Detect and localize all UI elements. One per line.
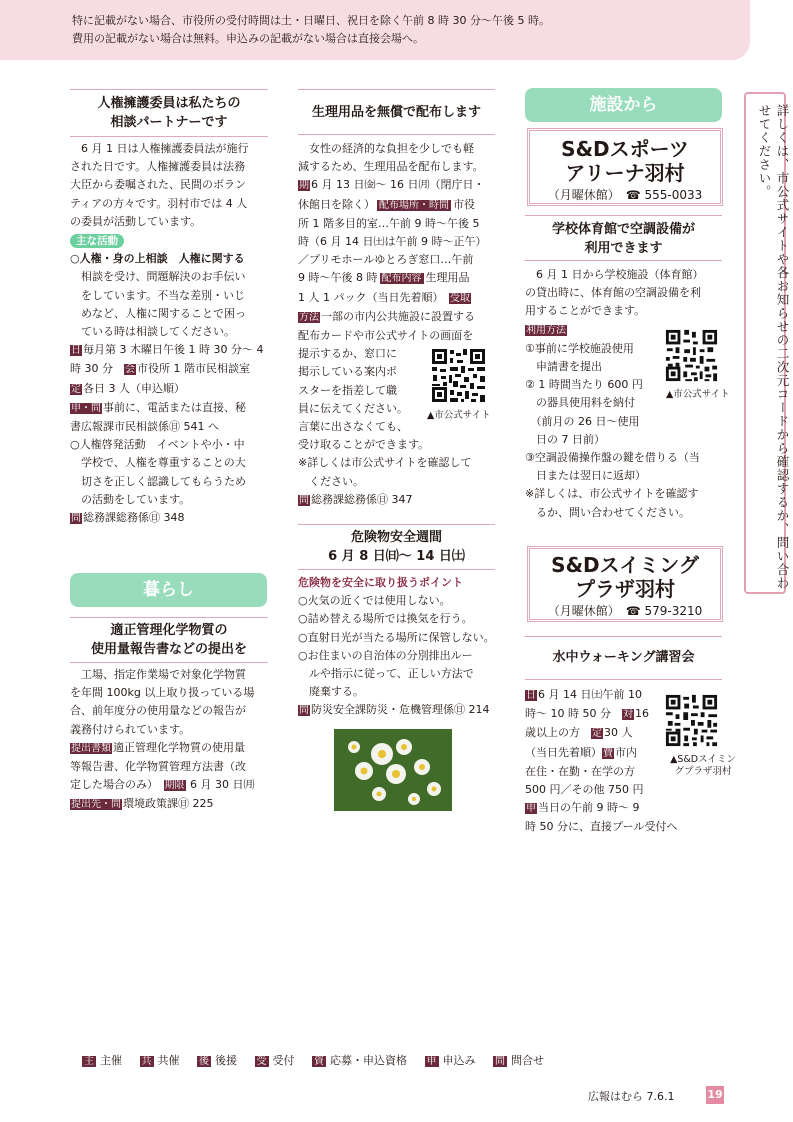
capacity-tag: 定 bbox=[592, 728, 602, 740]
article-body: 6 月 1 日は人権擁護委員法が施行 された日です。人権擁護委員は法務 大臣から委嘱された、民間のボラン ティアの方々です。羽村市では 4 人 の委員が活動しています。 主な活動 ○人権・身の上相談 人権に関する 相談を受け、問題解決のお手伝い をしています。不当な差別・いじ めなど、人権に関することで困っ ている時は相談してください。 日 毎月第 3 木曜日午後 1 時 30 分〜 4 時 30 分 会 市役所 1 階市民相談室 定 各日 3 人（申込順） 申・問 事前に、電話または直接、秘 書広報課市民相談係㊐ 541 へ ○人権啓発活動 イベントや小・中 学校で、人権を尊重することの大 切さを正しく認識してもらうため の活動をしています。 問 総務課総務係㊐ 348 bbox=[70, 142, 264, 525]
facility-box-swimming-plaza: S&Dスイミング プラザ羽村 （月曜休館） ☎ 579-3210 bbox=[527, 546, 723, 622]
apply-tag: 申 bbox=[526, 803, 536, 815]
article-title: 適正管理化学物質の 使用量報告書などの提出を bbox=[90, 623, 247, 657]
article-body: 日 6 月 14 日㈯午前 10 時〜 10 時 50 分 対 16 歳以上の方 定 30 人 （当日先着順）費 市内 在住・在勤・在学の方 500 円／その他 750 円 申 当日の午前 9 時〜 9 時 50 分に、直接プール受付へ bbox=[525, 688, 678, 834]
qr-caption: ▲S&Dスイミン グプラザ羽村 bbox=[670, 754, 736, 777]
divider bbox=[298, 524, 495, 525]
facility-box-sports-arena: S&Dスポーツ アリーナ羽村 （月曜休館） ☎ 555-0033 bbox=[527, 128, 723, 206]
capacity-tag: 定 bbox=[71, 383, 81, 395]
article-title: 水中ウォーキング講習会 bbox=[552, 650, 695, 665]
usage-tag: 利用方法 bbox=[526, 324, 566, 336]
notice-line-2: 費用の記載がない場合は無料。申込みの記載がない場合は直接会場へ。 bbox=[72, 32, 424, 45]
content-tag: 配布内容 bbox=[381, 273, 422, 285]
activities-label: 主な活動 bbox=[70, 234, 124, 248]
submit-tag: 提出先・問 bbox=[71, 799, 121, 811]
divider bbox=[525, 215, 722, 216]
article-body: 危険物を安全に取り扱うポイント ○火気の近くでは使用しない。 ○詰め替える場所では換気を行う。 ○直射日光が当たる場所に保管しない。 ○お住まいの自治体の分別排出ルー ルや指示に従って、正しい方法で 廃棄する。 問 防災安全課防災・危機管理係㊐ 214 bbox=[298, 574, 498, 721]
target-tag: 対 bbox=[622, 709, 633, 721]
article-body: 工場、指定作業場で対象化学物質 を年間 100kg 以上取り扱っている場 合、前年度分の使用量などの報告が 義務付けられています。 提出書類 適正管理化学物質の使用量 等報告書、化学物質管理方法書（改 定した場合のみ） 期限 6 月 30 日㈪ 提出先・問 環境政策課㊐ 225 bbox=[70, 668, 255, 811]
safety-subheading: 危険物を安全に取り扱うポイント bbox=[298, 576, 463, 589]
receive-tag: 受取 bbox=[450, 292, 470, 304]
divider bbox=[525, 260, 722, 261]
divider bbox=[298, 134, 495, 135]
inquiry-tag: 問 bbox=[71, 513, 81, 525]
flower-photo bbox=[334, 729, 452, 811]
article-title: 人権擁護委員は私たちの 相談パートナーです bbox=[97, 96, 241, 130]
divider bbox=[298, 569, 495, 570]
qr-code-swimming-plaza[interactable] bbox=[664, 693, 719, 748]
notice-banner bbox=[0, 0, 750, 60]
venue-tag: 会 bbox=[125, 364, 135, 376]
divider bbox=[70, 617, 268, 618]
page-number: 19 bbox=[706, 1086, 724, 1104]
qr-code-city-site[interactable] bbox=[664, 328, 719, 383]
section-header-facilities: 施設から bbox=[525, 88, 722, 122]
article-body: 6 月 1 日から学校施設（体育館） の貸出時に、体育館の空調設備を利 用することができます。 利用方法 ①事前に学校施設使用 申請書を提出 ② 1 時間当たり 600 円 の器具使用料を納付 （前月の 26 日〜使用 日の 7 日前） ③空調設備操作盤の鍵を借りる（当 日または翌日に返却） ※詳しくは、市公式サイトを確認す るか、問い合わせてください。 bbox=[525, 268, 704, 519]
publication-title: 広報はむら 7.6.1 bbox=[588, 1090, 675, 1103]
section-header-kurashi: 暮らし bbox=[70, 573, 267, 607]
article-title: 学校体育館で空調設備が 利用できます bbox=[551, 222, 695, 256]
qr-caption: ▲市公式サイト bbox=[666, 389, 730, 400]
divider bbox=[525, 636, 722, 637]
legend: 主 主催 共 共催 後 後援 受 受付 資 応募・申込資格 申 申込み 問 問合せ bbox=[84, 1054, 544, 1067]
date-tag: 日 bbox=[526, 690, 536, 701]
divider bbox=[70, 662, 268, 663]
qr-caption: ▲市公式サイト bbox=[427, 410, 491, 421]
inquiry-tag: 問 bbox=[299, 705, 309, 717]
divider bbox=[525, 679, 722, 680]
divider bbox=[70, 136, 268, 137]
sidebar-note-box bbox=[744, 92, 790, 594]
inquiry-tag: 問 bbox=[299, 494, 309, 506]
location-tag: 配布場所・時間 bbox=[379, 199, 449, 211]
period-tag: 期 bbox=[299, 180, 309, 192]
date-tag: 日 bbox=[71, 345, 81, 357]
divider bbox=[298, 89, 495, 90]
divider bbox=[70, 89, 268, 90]
article-title: 危険物安全週間 6 月 8 日㈰〜 14 日㈯ bbox=[328, 530, 465, 564]
documents-tag: 提出書類 bbox=[71, 742, 111, 754]
deadline-tag: 期限 bbox=[164, 780, 185, 792]
notice-line-1: 特に記載がない場合、市役所の受付時間は土・日曜日、祝日を除く午前 8 時 30 分〜午後 5 時。 bbox=[72, 14, 550, 27]
sidebar-note: 詳しくは、市公式サイトや各お知らせの二次元コードから確認するか、問い合わせてください。 bbox=[757, 104, 790, 590]
article-body: 女性の経済的な負担を少しでも軽 減するため、生理用品を配布します。 期 6 月 13 日㈮〜 16 日㈪（閉庁日・ 休館日を除く） 配布場所・時間 市役 所 1 階多目的室…午前 9 時〜午後 5 時（6 月 14 日㈯は午前 9 時〜正午） ／プリモホールゆとろぎ窓口…午前 9 時〜午後 8 時 配布内容 生理用品 1 人 1 パック（当日先着順） 受取 方法 一部の市内公共施設に設置する 配布カードや市公式サイトの画面を 提示するか、窓口に 掲示している案内ポ スターを指差して職 員に伝えてください。 言葉に出さなくても、 受け取ることができます。 ※詳しくは市公式サイトを確認して ください。 問 総務課総務係㊐ 347 bbox=[298, 142, 487, 506]
fee-tag: 費 bbox=[603, 747, 613, 759]
article-title: 生理用品を無償で配布します bbox=[311, 105, 481, 120]
apply-tag: 申・問 bbox=[71, 402, 101, 414]
qr-code-city-site[interactable] bbox=[430, 347, 487, 404]
